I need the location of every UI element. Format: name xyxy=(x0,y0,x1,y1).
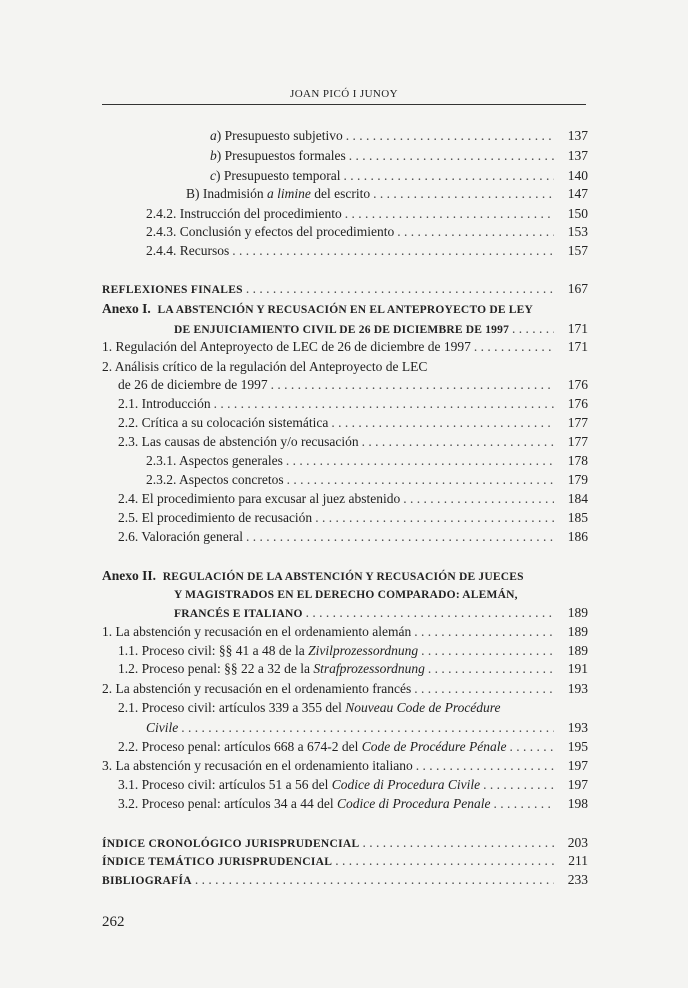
anexo-heading-cont: DE ENJUICIAMIENTO CIVIL DE 26 DE DICIEMBRE DE 1997 . . . 171 xyxy=(174,320,588,339)
page-number: 140 xyxy=(567,168,588,183)
page-number: 184 xyxy=(567,491,588,506)
page-number: 176 xyxy=(567,396,588,411)
anexo-heading: Anexo I. LA ABSTENCIÓN Y RECUSACIÓN EN EL ANTEPROYECTO DE LEY xyxy=(102,301,534,316)
toc-entry: b) Presupuestos formales . . . 137 xyxy=(210,147,588,165)
page-number: 171 xyxy=(567,339,588,354)
toc-section-entry: REFLEXIONES FINALES . . . 167 xyxy=(102,280,588,299)
page-number: 157 xyxy=(567,243,588,258)
page-number: 189 xyxy=(567,643,588,658)
page-number: 176 xyxy=(567,377,588,392)
toc-entry: 2.6. Valoración general . . . 186 xyxy=(118,528,588,546)
page-number: 197 xyxy=(567,758,588,773)
running-head: JOAN PICÓ I JUNOY xyxy=(290,88,398,100)
page-number: 167 xyxy=(567,281,588,296)
toc-entry: 3. La abstención y recusación en el ordenamiento italiano . . . 197 xyxy=(102,757,588,775)
toc-entry: 3.1. Proceso civil: artículos 51 a 56 del Codice di Procedura Civile . . . 197 xyxy=(118,776,588,794)
page-number: 233 xyxy=(567,872,588,887)
toc-entry: Civile . . . 193 xyxy=(146,719,588,737)
page-number: 198 xyxy=(567,796,588,811)
page-number: 185 xyxy=(567,510,588,525)
anexo-heading-cont: Y MAGISTRADOS EN EL DERECHO COMPARADO: ALEMÁN, xyxy=(174,589,518,601)
page-number: 186 xyxy=(567,529,588,544)
toc-entry: 2.4. El procedimiento para excusar al juez abstenido . . . 184 xyxy=(118,490,588,508)
page-number: 203 xyxy=(567,835,588,850)
page-number: 177 xyxy=(567,415,588,430)
page-number: 147 xyxy=(567,186,588,201)
toc-entry: c) Presupuesto temporal . . . 140 xyxy=(210,167,588,185)
page-number: 153 xyxy=(567,224,588,239)
toc-entry: 2.3. Las causas de abstención y/o recusación . . . 177 xyxy=(118,433,588,451)
page-number: 137 xyxy=(567,128,588,143)
toc-entry: de 26 de diciembre de 1997 . . . 176 xyxy=(118,376,588,394)
page-number: 177 xyxy=(567,434,588,449)
toc-entry: 2.4.3. Conclusión y efectos del procedimiento . . . 153 xyxy=(146,223,588,241)
toc-entry: 2. La abstención y recusación en el ordenamiento francés . . . 193 xyxy=(102,680,588,698)
toc-entry: 1.2. Proceso penal: §§ 22 a 32 de la Strafprozessordnung . . . 191 xyxy=(118,660,588,678)
toc-entry: 2.3.1. Aspectos generales . . . 178 xyxy=(146,452,588,470)
toc-entry: 3.2. Proceso penal: artículos 34 a 44 del Codice di Procedura Penale . . . 198 xyxy=(118,795,588,813)
toc-section-entry: ÍNDICE CRONOLÓGICO JURISPRUDENCIAL . . . 203 xyxy=(102,834,588,853)
toc-entry: 2.1. Introducción . . . 176 xyxy=(118,395,588,413)
page-number: 137 xyxy=(567,148,588,163)
page-number: 193 xyxy=(567,720,588,735)
page-number: 191 xyxy=(567,661,588,676)
page-number: 171 xyxy=(567,321,588,336)
toc-entry: 2.3.2. Aspectos concretos . . . 179 xyxy=(146,471,588,489)
page-number: 178 xyxy=(567,453,588,468)
toc-entry: 2.2. Proceso penal: artículos 668 a 674-2 del Code de Procédure Pénale . . . 195 xyxy=(118,738,588,756)
toc-entry: 2.4.4. Recursos . . . 157 xyxy=(146,242,588,260)
toc-section-entry: BIBLIOGRAFÍA . . . 233 xyxy=(102,871,588,890)
page-folio: 262 xyxy=(102,914,125,930)
page-number: 197 xyxy=(567,777,588,792)
anexo-heading-cont: FRANCÉS E ITALIANO . . . 189 xyxy=(174,604,588,623)
page-number: 211 xyxy=(568,853,588,868)
page-number: 150 xyxy=(567,206,588,221)
header-rule xyxy=(102,104,586,105)
toc-entry: 2.2. Crítica a su colocación sistemática . . . 177 xyxy=(118,414,588,432)
page-number: 179 xyxy=(567,472,588,487)
toc-entry: 2. Análisis crítico de la regulación del Anteproyecto de LEC xyxy=(102,359,428,374)
toc-entry: 2.5. El procedimiento de recusación . . . 185 xyxy=(118,509,588,527)
page-number: 195 xyxy=(567,739,588,754)
toc-entry: 2.1. Proceso civil: artículos 339 a 355 del Nouveau Code de Procédure xyxy=(118,700,501,715)
page-number: 189 xyxy=(567,605,588,620)
anexo-heading: Anexo II. REGULACIÓN DE LA ABSTENCIÓN Y RECUSACIÓN DE JUECES xyxy=(102,568,524,583)
toc-entry: B) Inadmisión a limine del escrito . . . 147 xyxy=(186,185,588,203)
toc-entry: 1.1. Proceso civil: §§ 41 a 48 de la Zivilprozessordnung . . . 189 xyxy=(118,642,588,660)
toc-entry: 2.4.2. Instrucción del procedimiento . . . 150 xyxy=(146,205,588,223)
toc-entry: 1. Regulación del Anteproyecto de LEC de 26 de diciembre de 1997 . . . 171 xyxy=(102,338,588,356)
toc-entry: 1. La abstención y recusación en el ordenamiento alemán . . . 189 xyxy=(102,623,588,641)
toc-section-entry: ÍNDICE TEMÁTICO JURISPRUDENCIAL . . . 211 xyxy=(102,852,588,871)
page-number: 189 xyxy=(567,624,588,639)
page-number: 193 xyxy=(567,681,588,696)
toc-entry: a) Presupuesto subjetivo . . . 137 xyxy=(210,127,588,145)
